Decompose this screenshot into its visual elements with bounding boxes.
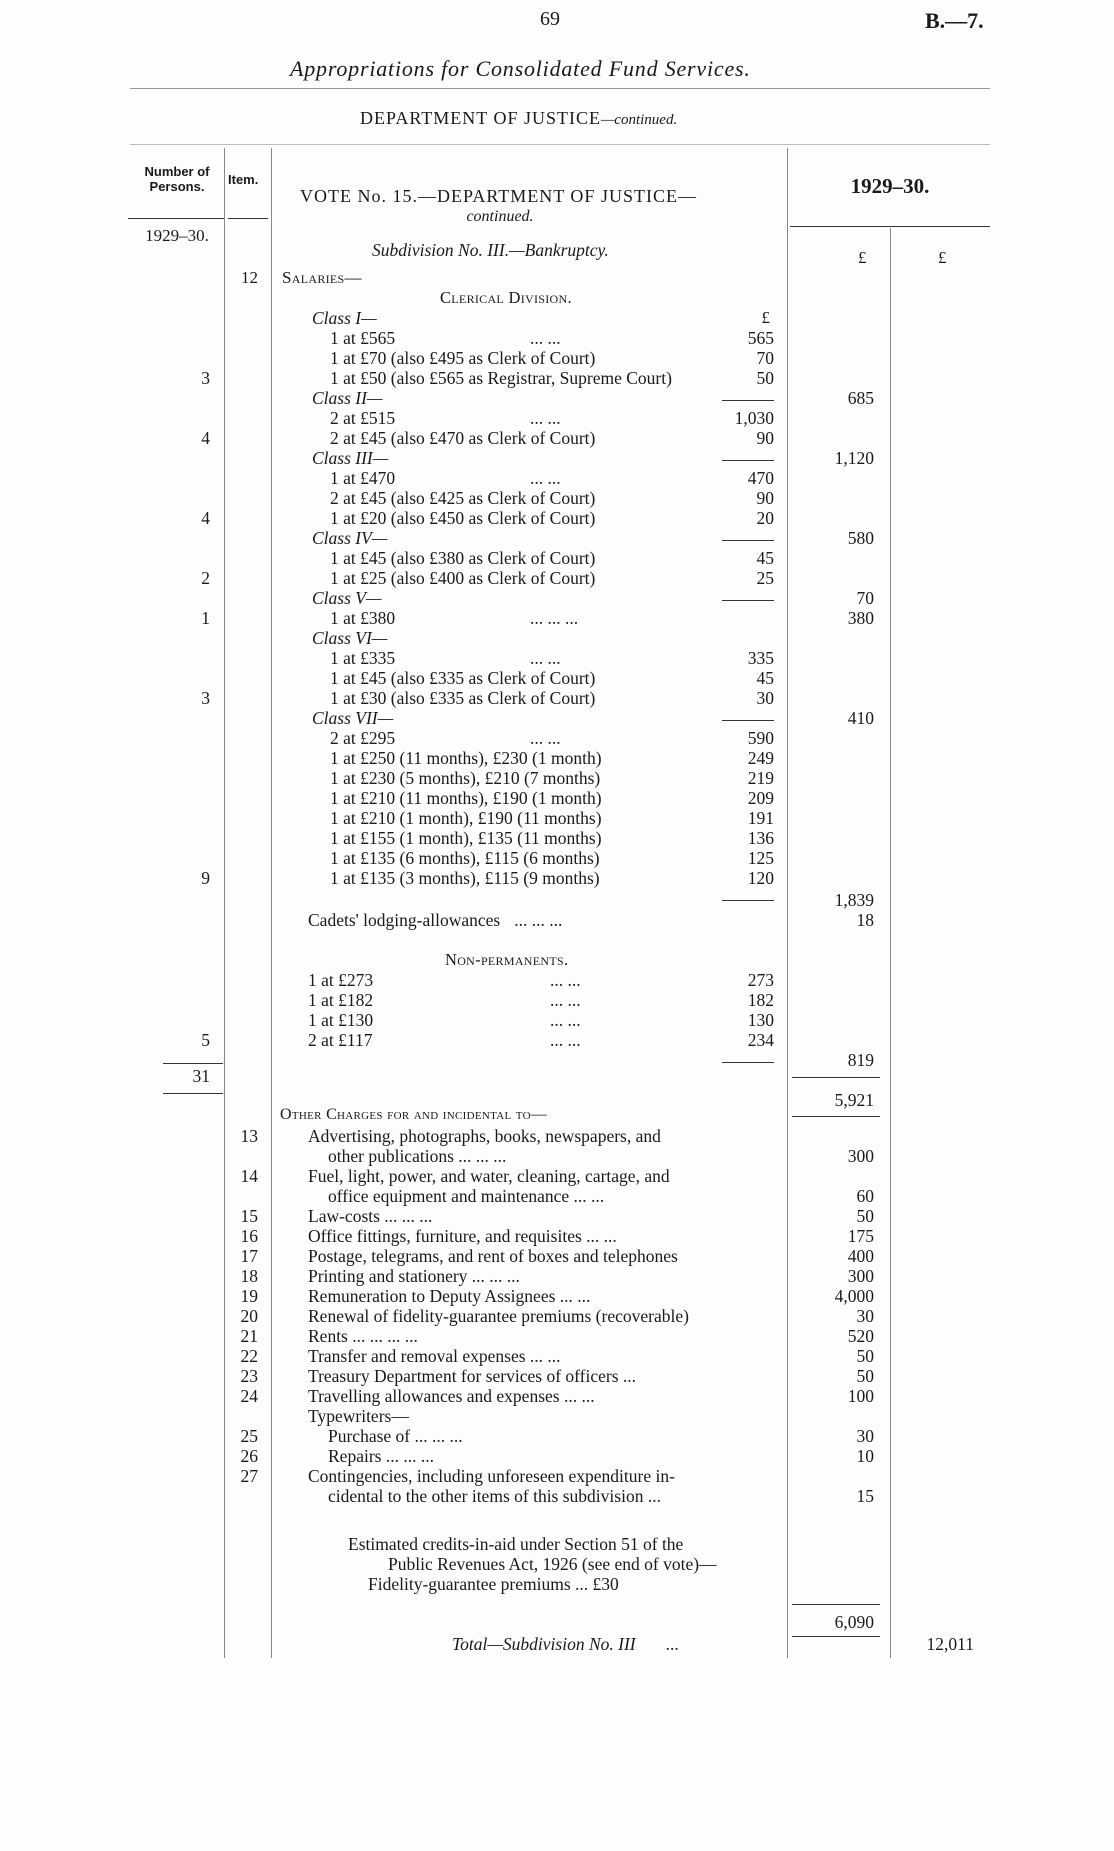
vote-title: VOTE No. 15.—DEPARTMENT OF JUSTICE— [300, 186, 697, 206]
salary-line-amount: 125 [747, 848, 774, 868]
salary-line-text: 1 at £135 (3 months), £115 (9 months) [330, 868, 600, 888]
charge-line-text: office equipment and maintenance ... ... [328, 1186, 605, 1206]
item-number: 25 [240, 1426, 258, 1446]
persons-count: 4 [201, 508, 210, 528]
item-number: 18 [240, 1266, 258, 1286]
item-number: 17 [240, 1246, 258, 1266]
salary-line-amount: 590 [747, 728, 774, 748]
persons-count: 3 [201, 368, 210, 388]
item-number: 27 [240, 1466, 258, 1486]
salary-line-amount: 219 [747, 768, 774, 788]
subtotal-rule [722, 460, 774, 461]
charge-amount: 60 [856, 1186, 874, 1206]
class-heading: Class VI— [312, 628, 388, 648]
charge-amount: 50 [856, 1346, 874, 1366]
cadets-allowance-total: 18 [856, 910, 874, 930]
charge-line-text: Treasury Department for services of officers ... [308, 1366, 637, 1386]
nonperm-line-amount: 273 [747, 970, 774, 990]
persons-year: 1929–30. [145, 226, 209, 245]
charge-amount: 520 [847, 1326, 874, 1346]
dept-name: DEPARTMENT OF JUSTICE [360, 108, 601, 128]
salary-line-text: 2 at £515 [330, 408, 396, 428]
salary-line-text: 2 at £295 [330, 728, 396, 748]
item-number: 14 [240, 1166, 258, 1186]
subtotal-rule [722, 900, 774, 901]
charge-line-text: Postage, telegrams, and rent of boxes and telephones [308, 1246, 678, 1266]
persons-count: 5 [201, 1030, 210, 1050]
nonperm-line-amount: 234 [747, 1030, 774, 1050]
item-number: 15 [240, 1206, 258, 1226]
nonperm-line-amount: 130 [747, 1010, 774, 1030]
other-charges-heading: Other Charges for and incidental to— [280, 1106, 548, 1123]
charge-line-text: Renewal of fidelity-guarantee premiums (recoverable) [308, 1306, 689, 1326]
charge-line-text: Rents ... ... ... ... [308, 1326, 418, 1346]
salary-line-text: 1 at £380 [330, 608, 396, 628]
item-header-rule [228, 218, 268, 219]
salary-line-text: 1 at £470 [330, 468, 396, 488]
persons-total: 31 [192, 1066, 210, 1086]
dept-continued: —continued. [600, 112, 678, 128]
col-divider-persons [224, 148, 225, 1658]
persons-count: 3 [201, 688, 210, 708]
nonperm-line-text: 1 at £182 [308, 990, 374, 1010]
class-total: 580 [847, 528, 874, 548]
salary-line-text: 1 at £20 (also £450 as Clerk of Court) [330, 508, 596, 528]
salary-line-text: 1 at £45 (also £335 as Clerk of Court) [330, 668, 596, 688]
charge-amount: 175 [847, 1226, 874, 1246]
class-heading: Class I— [312, 308, 377, 328]
cadets-dots: ... ... ... [514, 910, 563, 930]
class-total: 1,120 [834, 448, 874, 468]
total-subdivision-amount: 12,011 [926, 1634, 974, 1654]
other-charges-total: 6,090 [834, 1612, 874, 1632]
item-number: 20 [240, 1306, 258, 1326]
salary-line-text: 1 at £45 (also £380 as Clerk of Court) [330, 548, 596, 568]
salary-line-text: 1 at £230 (5 months), £210 (7 months) [330, 768, 601, 788]
salary-line-text: 1 at £135 (6 months), £115 (6 months) [330, 848, 600, 868]
leader-dots: ... ... [550, 990, 581, 1010]
class-total: 410 [847, 708, 874, 728]
cadets-allowance-label [308, 910, 562, 931]
salary-line-amount: 45 [756, 668, 774, 688]
total-label-text: Total—Subdivision No. III [452, 1634, 636, 1654]
salaries-total: 5,921 [834, 1090, 874, 1110]
salary-line-text: 2 at £45 (also £425 as Clerk of Court) [330, 488, 596, 508]
pound-column-2: £ [938, 248, 947, 267]
salaries-item-number: 12 [241, 268, 258, 287]
charge-amount: 50 [856, 1366, 874, 1386]
charge-amount: 10 [856, 1446, 874, 1466]
other-total-rule-top [792, 1604, 880, 1605]
item-number: 13 [240, 1126, 258, 1146]
class-heading: Class VII— [312, 708, 394, 728]
class-total: 685 [847, 388, 874, 408]
persons-count: 4 [201, 428, 210, 448]
charge-line-text: cidental to the other items of this subdivision ... [328, 1486, 661, 1506]
charge-line-text: Purchase of ... ... ... [328, 1426, 463, 1446]
header-number-of-persons: Number of Persons. [144, 164, 210, 194]
pound-column-1: £ [858, 248, 867, 267]
leader-dots: ... ... ... [530, 608, 579, 628]
salary-line-amount: 1,030 [734, 408, 774, 428]
credits-line: Fidelity-guarantee premiums ... £30 [368, 1574, 619, 1594]
salary-line-text: 1 at £210 (11 months), £190 (1 month) [330, 788, 602, 808]
leader-dots: ... ... [530, 468, 561, 488]
col-divider-amounts [787, 148, 788, 1658]
charge-line-text: Typewriters— [308, 1406, 409, 1426]
salary-line-amount: 70 [756, 348, 774, 368]
item-number: 26 [240, 1446, 258, 1466]
class-heading: Class V— [312, 588, 382, 608]
salaries-total-rule-bottom [792, 1116, 880, 1117]
clerical-division-heading: Clerical Division. [440, 288, 572, 307]
salary-line-text: 1 at £565 [330, 328, 396, 348]
salary-line-amount: 249 [747, 748, 774, 768]
class-heading: Class IV— [312, 528, 388, 548]
salary-line-amount: 90 [756, 428, 774, 448]
charge-line-text: Travelling allowances and expenses ... ... [308, 1386, 595, 1406]
salary-line-text: 1 at £50 (also £565 as Registrar, Supreme Court) [330, 368, 672, 388]
total-subdivision-label [452, 1634, 679, 1655]
amount-pound-sign: £ [761, 308, 770, 327]
header-rule [130, 88, 990, 89]
salaries-total-rule-top [792, 1077, 880, 1078]
subtotal-rule [722, 720, 774, 721]
subheader-rule [130, 144, 990, 145]
nonperm-line-text: 2 at £117 [308, 1030, 373, 1050]
charge-amount: 30 [856, 1306, 874, 1326]
page-title: Appropriations for Consolidated Fund Services. [290, 56, 751, 81]
cadets-label-text: Cadets' lodging-allowances [308, 910, 501, 930]
charge-amount: 30 [856, 1426, 874, 1446]
salary-line-text: 1 at £70 (also £495 as Clerk of Court) [330, 348, 596, 368]
vote-continued: continued. [466, 208, 534, 225]
item-number: 19 [240, 1286, 258, 1306]
nonpermanents-total: 819 [847, 1050, 874, 1070]
subtotal-rule [722, 540, 774, 541]
charge-amount: 300 [847, 1266, 874, 1286]
nonperm-rule [722, 1062, 774, 1063]
nonperm-line-text: 1 at £273 [308, 970, 374, 990]
col-divider-years [890, 228, 891, 1658]
class-heading: Class III— [312, 448, 389, 468]
class-heading: Class II— [312, 388, 383, 408]
salary-line-amount: 20 [756, 508, 774, 528]
persons-header-rule [128, 218, 224, 219]
item-number: 21 [240, 1326, 258, 1346]
leader-dots: ... ... [530, 328, 561, 348]
item-number: 24 [240, 1386, 258, 1406]
dept-heading [360, 108, 677, 129]
charge-line-text: Remuneration to Deputy Assignees ... ... [308, 1286, 591, 1306]
class-total: 70 [856, 588, 874, 608]
persons-count: 2 [201, 568, 210, 588]
charge-amount: 4,000 [834, 1286, 874, 1306]
salary-line-amount: 136 [747, 828, 774, 848]
charge-line-text: Transfer and removal expenses ... ... [308, 1346, 561, 1366]
credits-line: Estimated credits-in-aid under Section 51 of the [348, 1534, 684, 1554]
subtotal-rule [722, 400, 774, 401]
salary-line-text: 1 at £210 (1 month), £190 (11 months) [330, 808, 602, 828]
other-total-rule-bottom [792, 1636, 880, 1637]
salary-line-text: 1 at £155 (1 month), £135 (11 months) [330, 828, 602, 848]
charge-amount: 50 [856, 1206, 874, 1226]
page-number: 69 [540, 8, 560, 30]
salary-line-text: 1 at £30 (also £335 as Clerk of Court) [330, 688, 596, 708]
persons-total-rule-top [163, 1063, 223, 1064]
persons-count: 9 [201, 868, 210, 888]
salary-line-text: 2 at £45 (also £470 as Clerk of Court) [330, 428, 596, 448]
nonperm-line-amount: 182 [747, 990, 774, 1010]
col-divider-item [271, 148, 272, 1658]
salary-line-amount: 565 [747, 328, 774, 348]
salary-line-amount: 30 [756, 688, 774, 708]
charge-line-text: Law-costs ... ... ... [308, 1206, 433, 1226]
credits-line: Public Revenues Act, 1926 (see end of vote)— [388, 1554, 717, 1574]
header-year: 1929–30. [850, 174, 930, 198]
charge-line-text: Advertising, photographs, books, newspapers, and [308, 1126, 661, 1146]
salary-line-amount: 191 [747, 808, 774, 828]
item-number: 23 [240, 1366, 258, 1386]
charge-amount: 15 [856, 1486, 874, 1506]
total-dots: ... [665, 1634, 679, 1654]
item-number: 22 [240, 1346, 258, 1366]
salary-line-text: 1 at £335 [330, 648, 396, 668]
charge-line-text: Printing and stationery ... ... ... [308, 1266, 520, 1286]
charge-amount: 400 [847, 1246, 874, 1266]
nonperm-line-text: 1 at £130 [308, 1010, 374, 1030]
year-header-rule [790, 226, 990, 227]
nonpermanents-heading: Non-permanents. [445, 950, 569, 969]
charge-line-text: Repairs ... ... ... [328, 1446, 434, 1466]
charge-line-text: Fuel, light, power, and water, cleaning, cartage, and [308, 1166, 670, 1186]
leader-dots: ... ... [550, 970, 581, 990]
leader-dots: ... ... [530, 648, 561, 668]
persons-total-rule-bottom [163, 1093, 223, 1094]
salary-line-amount: 45 [756, 548, 774, 568]
salary-line-amount: 90 [756, 488, 774, 508]
persons-count: 1 [201, 608, 210, 628]
salary-line-amount: 470 [747, 468, 774, 488]
charge-line-text: Contingencies, including unforeseen expenditure in- [308, 1466, 675, 1486]
salary-line-amount: 25 [756, 568, 774, 588]
subtotal-rule [722, 600, 774, 601]
salary-line-amount: 335 [747, 648, 774, 668]
charge-amount: 300 [847, 1146, 874, 1166]
leader-dots: ... ... [550, 1030, 581, 1050]
charge-line-text: Office fittings, furniture, and requisites ... ... [308, 1226, 617, 1246]
class-vii-total: 1,839 [834, 890, 874, 910]
charge-amount: 100 [847, 1386, 874, 1406]
salary-line-amount: 50 [756, 368, 774, 388]
leader-dots: ... ... [530, 408, 561, 428]
salary-line-amount: 209 [747, 788, 774, 808]
leader-dots: ... ... [530, 728, 561, 748]
charge-line-text: other publications ... ... ... [328, 1146, 507, 1166]
salaries-heading: Salaries— [282, 268, 362, 287]
item-number: 16 [240, 1226, 258, 1246]
class-total: 380 [847, 608, 874, 628]
subdivision-heading: Subdivision No. III.—Bankruptcy. [372, 240, 609, 260]
salary-line-amount: 120 [747, 868, 774, 888]
salary-line-text: 1 at £25 (also £400 as Clerk of Court) [330, 568, 596, 588]
salary-line-text: 1 at £250 (11 months), £230 (1 month) [330, 748, 602, 768]
leader-dots: ... ... [550, 1010, 581, 1030]
header-item: Item. [228, 172, 259, 187]
document-ref: B.—7. [925, 8, 984, 33]
